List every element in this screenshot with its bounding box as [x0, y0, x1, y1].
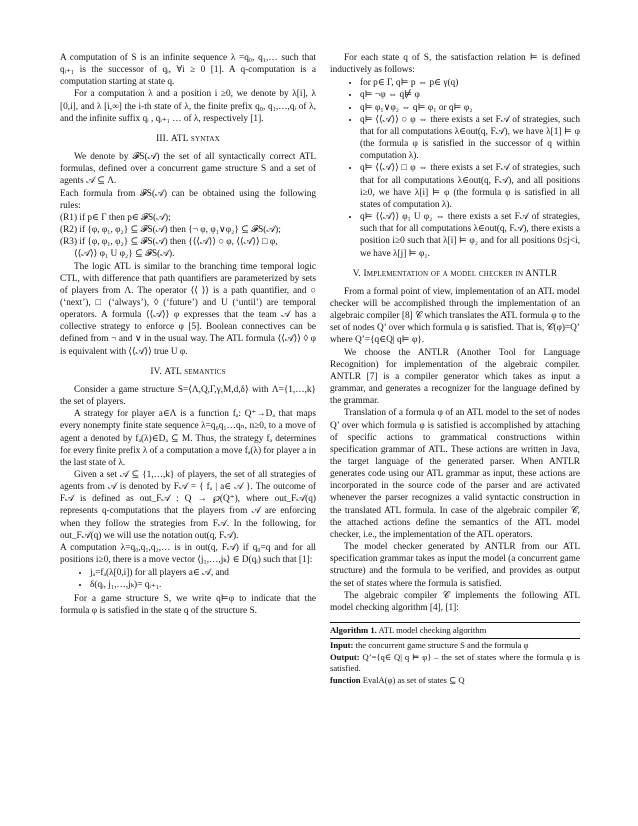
section-title: ATL semantics [164, 366, 226, 377]
output-text: Q’={q∈ Q| q ⊨ φ} – the set of states where the formula φ is satisfied. [330, 652, 580, 674]
left-column [60, 52, 316, 617]
paragraph-model-checker: The model checker generated by ANTLR from our ATL specification grammar takes as input the model (a concurrent game structure) and the formula to be verified, and provides as output the set of states where the formula is satisfied. [330, 542, 580, 589]
satisfaction-rules-list [330, 77, 580, 259]
section-title: Implementation of a model checker in ANTLR [363, 268, 558, 279]
section-number: V. [352, 268, 361, 279]
algorithm-name: ATL model checking algorithm [378, 625, 487, 636]
algorithm-label: Algorithm 1. [330, 625, 377, 636]
paragraph-strategy: A strategy for player a∈Λ is a function fₐ: Q⁺→Dₐ that maps every nonempty finite state sequence λ=q₀q₁…qₙ, n≥0, to a move of agent a denoted by fₐ(λ)∈Dₐ ⊆ M. Thus, the strategy fₐ determines for every finite prefix λ of a computation a move fₐ(λ) for player a in the last state of λ. [60, 409, 316, 468]
list-item: • δ(qᵢ, j₁,…,jₖ)= qᵢ₊₁. [90, 579, 316, 591]
section-heading-atl-syntax [60, 133, 316, 145]
paragraph-prefix-suffix: For a computation λ and a position i ≥0, we denote by λ[i], λ [0,i], and λ [i,∞] the i-th state of λ, the finite prefix q₀, q₁,…,qᵢ of λ, and the infinite suffix qᵢ , qᵢ₊₁ … of λ, respectively [1]. [60, 89, 316, 124]
output-label: Output: [330, 652, 360, 663]
paragraph-game-structure: Consider a game structure S=⟨Λ,Q,Γ,γ,M,d,δ⟩ with Λ={1,…,k} the set of players. [60, 384, 316, 408]
function-keyword: function [330, 675, 361, 686]
rule-r2: (R2) if {φ, φ₁, φ₂} ⊆ 𝓕S(𝒜) then {¬ φ, φ₁∨φ₂} ⊆ 𝓕S(𝒜); [60, 225, 281, 236]
function-signature: EvalA(φ) as set of states ⊆ Q [362, 675, 465, 686]
input-label: Input: [330, 640, 354, 651]
syntax-rules [60, 212, 316, 261]
algorithm-output [330, 651, 580, 674]
paragraph-satisfaction: For a game structure S, we write q⊨φ to indicate that the formula φ is satisfied in the state q of the structure S. [60, 593, 316, 616]
paragraph-algebraic-compiler: From a formal point of view, implementation of an ATL model checker will be accomplished through the implementation of an algebraic compiler [8] 𝒞 which translates the ATL formula φ to the set of nodes Q’ over which formula φ is satisfied. That is, 𝒞(φ)=Q’ where Q’={q∈Q| q⊨ φ}. [330, 286, 580, 346]
list-item: • q⊨ ⟨⟨𝒜⟩⟩ φ₁ U φ₂ ⇔ there exists a set F𝒜 of strategies, such that for all computations λ∈out(q, F𝒜), there exists a position i≥0 such that λ[i] ⊨ φ₂ and for all positions 0≤j<i, we have λ[j] ⊨ φ₁. [360, 211, 580, 260]
section-heading-atl-semantics [60, 366, 316, 378]
list-item: • q⊨ φ₁∨φ₂ ⇔ q⊨ φ₁ or q⊨ φ₂ [360, 102, 580, 114]
rule-r1: (R1) if p∈ Γ then p∈ 𝓕S(𝒜); [60, 212, 171, 223]
algorithm-box [330, 622, 580, 686]
algorithm-title [330, 623, 580, 639]
rule-r3-continued: ⟨⟨𝒜⟩⟩ φ₁ U φ₂} ⊆ 𝓕S(𝒜). [74, 249, 175, 260]
paragraph-atl-logic: The logic ATL is similar to the branching time temporal logic CTL, with difference that path quantifiers are parameterized by sets of players from Λ. The operator ⟨⟨ ⟩⟩ is a path quantifier, and ○ (‘next’), □ (‘always’), ◊ (‘future’) and U (‘until’) are temporal operators. A formula ⟨⟨𝒜⟩⟩ φ expresses that the team 𝒜 has a collective strategy to enforce φ [5]. Boolean connectives can be defined from ¬ and ∨ in the usual way. The ATL formula ⟨⟨𝒜⟩⟩ ◊ φ is equivalent with ⟨⟨𝒜⟩⟩ true U φ. [60, 261, 316, 357]
section-heading-implementation [330, 268, 580, 280]
input-text: the concurrent game structure S and the formula φ [355, 640, 529, 651]
right-column [330, 52, 580, 686]
section-number: III. [156, 133, 169, 144]
paragraph-algorithm-intro: The algebraic compiler 𝒞 implements the following ATL model checking algorithm [4], [1]: [330, 590, 580, 613]
rule-r3: (R3) if {φ, φ₁, φ₂} ⊆ 𝓕S(𝒜) then {⟨⟨𝒜⟩⟩ ○ φ, ⟨⟨𝒜⟩⟩ □ φ, [60, 237, 278, 248]
list-item: • for p∈ Γ, q⊨ p ⇔ p∈ γ(q) [360, 77, 580, 89]
paragraph-satisfaction-relation: For each state q of S, the satisfaction relation ⊨ is defined inductively as follows: [330, 53, 580, 76]
paragraph-translation: Translation of a formula φ of an ATL model to the set of nodes Q’ over which formula φ is satisfied is accomplished by attaching of specific actions to grammatical constructions within specification grammar of ATL. These actions are written in Java, the target language of the generated parser. When ANTLR generates code using our ATL grammar as input, these actions are incorporated in the source code of the parser and are activated whenever the parser recognizes a valid syntactic construction in the translated ATL formula. In case of the algebraic compiler 𝒞, the attached actions define the semantics of the ATL model checker, i.e., the implementation of the ATL operators. [330, 408, 580, 540]
section-number: IV. [150, 366, 162, 377]
paragraph-computation: A computation of S is an infinite sequence λ =q₀, q₁,… such that qᵢ₊₁ is the successor of qᵢ, ∀i ≥ 0 [1]. A q-computation is a computation starting at state q. [60, 53, 316, 88]
algorithm-function [330, 674, 580, 686]
list-item: • q⊨ ⟨⟨𝒜⟩⟩ ○ φ ⇔ there exists a set F𝒜 of strategies, such that for all computations λ∈out(q, F𝒜), we have λ[1] ⊨ φ (the formula φ is satisfied in the successor of q within computation λ). [360, 114, 580, 163]
algorithm-input [330, 639, 580, 651]
list-item: • jₐ=fₐ(λ[0,i]) for all players a∈ 𝒜, and [90, 567, 316, 579]
paragraph-outcome: Given a set 𝒜 ⊆ {1,…,k} of players, the set of all strategies of agents from 𝒜 is denoted by F𝒜 = { fₐ | a∈ 𝒜 }. The outcome of F𝒜 is defined as out_F𝒜 : Q → ℘(Q⁺), where out_F𝒜(q) represents q-computations that the players from 𝒜 are enforcing when they follow the strategies from F𝒜. In the following, for out_F𝒜(q) we will use the notation out(q, F𝒜). [60, 470, 316, 541]
paragraph-formula-set: We denote by 𝓕S(𝒜) the set of all syntactically correct ATL formulas, defined over a concurrent game structure S and a set of agents 𝒜 ⊆ Λ. [60, 152, 316, 187]
paragraph-computation-in-out: A computation λ=q₀,q₁,q₂,… is in out(q, F𝒜) if q₀=q and for all positions i≥0, there is a move vector ⟨j₁,…,jₖ⟩ ∈ D(qᵢ) such that [1]: [60, 542, 316, 566]
section-title: ATL syntax [171, 133, 220, 144]
list-item: • q⊨ ¬φ ⇔ q⊭ φ [360, 89, 580, 101]
paragraph-rules-intro: Each formula from 𝓕S(𝒜) can be obtained using the following rules: [60, 188, 316, 211]
move-conditions-list [60, 567, 316, 591]
paragraph-antlr: We choose the ANTLR (Another Tool for Language Recognition) for implementation of the algebraic compiler. ANTLR [7] is a compiler generator which takes as input a grammar, and generates a recognizer for the language defined by the grammar. [330, 347, 580, 407]
list-item: • q⊨ ⟨⟨𝒜⟩⟩ □ φ ⇔ there exists a set F𝒜 of strategies, such that for all computations λ∈out(q, F𝒜), and all positions i≥0, we have λ[i] ⊨ φ (the formula φ is satisfied in all states of computation λ). [360, 162, 580, 211]
